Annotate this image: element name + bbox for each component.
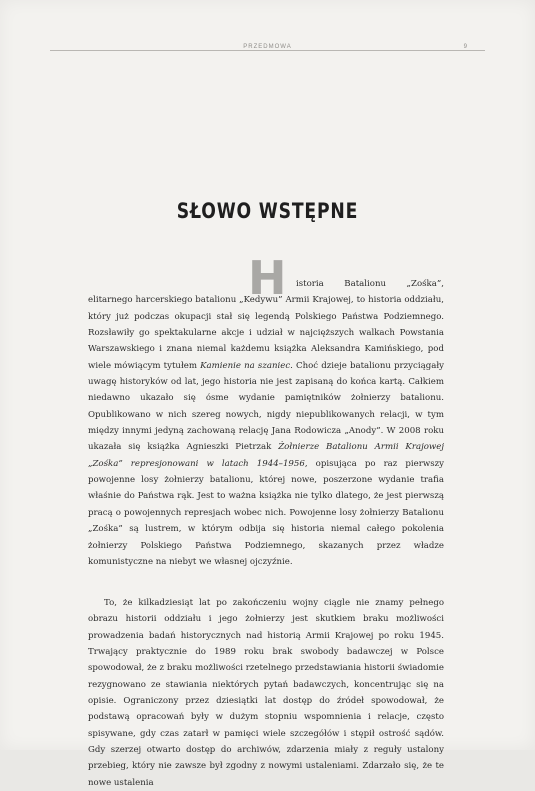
italic-title: Żołnierze Batalionu Armii Krajowej „Zośka” represjonowani w latach 1944–1956 xyxy=(88,442,445,469)
running-head xyxy=(0,44,535,56)
header-rule xyxy=(50,50,485,51)
text-run: . Choć dzieje batalionu przyciągały uwagę historyków od lat, jego historia nie jest zapisaną do końca kartą. Całkiem niedawno ukazało się ósme wydanie pamiętników żołnierzy batalionu. Opublikowano w nich szereg nowych, nigdy niepublikowanych relacji, w tym między innymi jedyną zachowaną relację Jana Rodowicza „Anody”. W 2008 roku ukazała się książka Agnieszki Pietrzak xyxy=(88,360,444,453)
text-run: To, że kilkadziesiąt lat po zakończeniu wojny ciągle nie znamy pełnego obrazu historii oddziału i jego żołnierzy jest skutkiem braku możliwości prowadzenia badań historycznych nad historią Armii Krajowej po roku 1945. Trwający praktycznie do 1989 roku brak swobody badawczej w Polsce spowodował, że z braku możliwości rzetelnego przedstawiania historii świadomie rezygnowano ze stawiania niektórych pytań badawczych, koncentrując się na opisie. Ograniczony przez dziesiątki lat dostęp do źródeł spowodował, że podstawą opracowań były w dużym stopniu wspomnienia i relacje, często spisywane, gdy czas zatarł w pamięci wiele szczegółów i stępił ostrość sądów. Gdy szerzej otwarto dostęp do archiwów, zdarzenia miały z reguły ustalony przebieg, który nie zawsze był zgodny z nowymi ustaleniami. Zdarzało się, że te nowe ustalenia xyxy=(88,598,444,788)
running-head-label: PRZEDMOWA xyxy=(235,44,299,50)
drop-cap: H xyxy=(248,251,287,305)
text-run: istoria Batalionu „Zośka”, elitarnego harcerskiego batalionu „Kedywu” Armii Krajowej, to historia oddziału, który już podczas okupacji stał się legendą Polskiego Państwa Podziemnego. Rozsławiły go spektakularne akcje i udział w najcięższych walkach Powstania Warszawskiego i znana niemal każdemu książka Aleksandra Kamińskiego, pod wiele mówiącym tytułem xyxy=(88,279,444,371)
page-number: 9 xyxy=(460,44,471,50)
chapter-heading: SŁOWO WSTĘPNE xyxy=(176,199,359,223)
paragraph-2 xyxy=(88,595,444,791)
italic-title: Kamienie na szaniec xyxy=(200,360,291,371)
text-run: , opisująca po raz pierwszy powojenne losy żołnierzy batalionu, której nowe, poszerzone wydanie trafia właśnie do Państwa rąk. Jest to ważna książka nie tylko dlatego, że jest pierwszą pracą o powojennych represjach wobec nich. Powojenne losy żołnierzy Batalionu „Zośka” są lustrem, w którym odbija się historia niemal całego pokolenia żołnierzy Polskiego Państwa Podziemnego, skazanych przez władze komunistyczne na niebyt we własnej ojczyźnie. xyxy=(88,458,444,567)
paragraph-1 xyxy=(88,276,444,570)
